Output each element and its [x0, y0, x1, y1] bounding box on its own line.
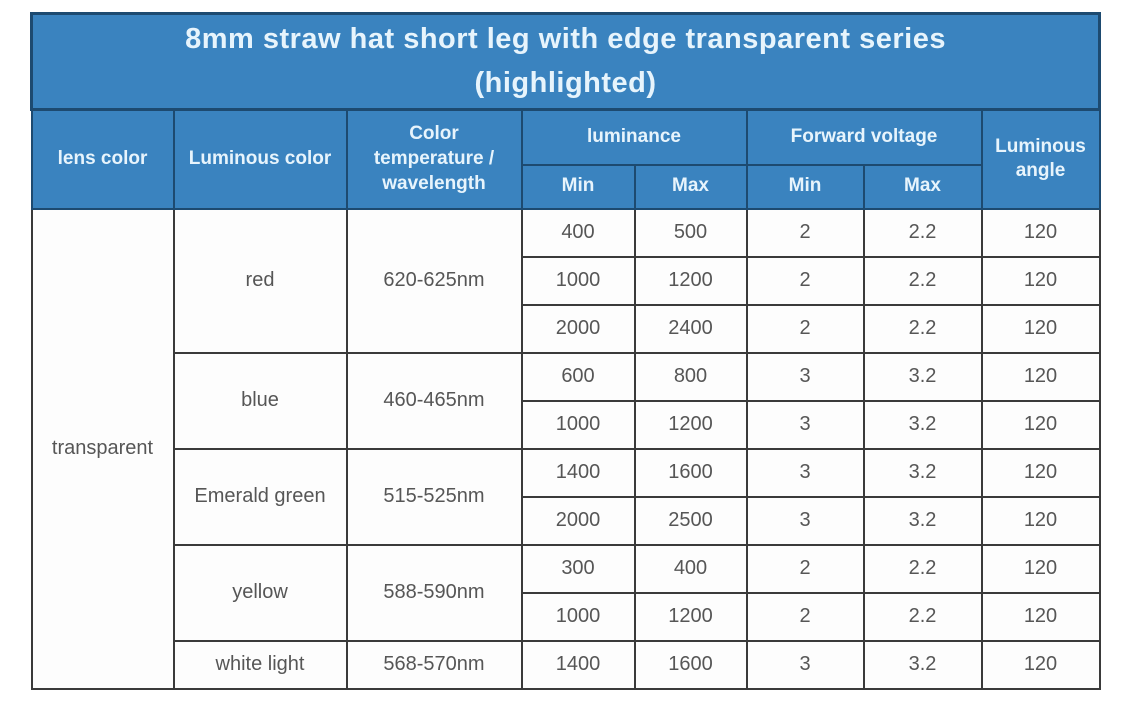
voltage-min-cell: 3 [747, 641, 864, 689]
table-row [32, 545, 1100, 593]
voltage-max-cell: 3.2 [864, 353, 982, 401]
voltage-max-cell: 2.2 [864, 209, 982, 257]
voltage-max-cell: 2.2 [864, 593, 982, 641]
luminous-color-cell: white light [174, 641, 347, 689]
voltage-max-cell: 3.2 [864, 449, 982, 497]
voltage-min-cell: 2 [747, 257, 864, 305]
voltage-min-cell: 2 [747, 593, 864, 641]
table-row [32, 449, 1100, 497]
luminous-angle-cell: 120 [982, 449, 1100, 497]
voltage-max-cell: 2.2 [864, 257, 982, 305]
luminous-angle-cell: 120 [982, 257, 1100, 305]
subheader-luminance-max: Max [635, 165, 747, 209]
voltage-max-cell: 2.2 [864, 545, 982, 593]
luminous-color-cell: yellow [174, 545, 347, 641]
luminance-min-cell: 300 [522, 545, 635, 593]
luminance-max-cell: 1600 [635, 641, 747, 689]
col-header-luminous-angle: Luminous angle [982, 110, 1100, 209]
voltage-min-cell: 2 [747, 305, 864, 353]
luminance-min-cell: 600 [522, 353, 635, 401]
voltage-min-cell: 3 [747, 353, 864, 401]
luminance-max-cell: 2500 [635, 497, 747, 545]
subheader-luminance-min: Min [522, 165, 635, 209]
luminance-min-cell: 1000 [522, 257, 635, 305]
luminance-min-cell: 1400 [522, 641, 635, 689]
luminous-angle-cell: 120 [982, 353, 1100, 401]
luminous-angle-cell: 120 [982, 497, 1100, 545]
luminance-max-cell: 1200 [635, 401, 747, 449]
luminous-angle-cell: 120 [982, 545, 1100, 593]
voltage-min-cell: 2 [747, 545, 864, 593]
luminance-max-cell: 800 [635, 353, 747, 401]
luminous-angle-cell: 120 [982, 641, 1100, 689]
voltage-max-cell: 3.2 [864, 401, 982, 449]
lens-color-cell: transparent [32, 209, 174, 689]
luminance-max-cell: 500 [635, 209, 747, 257]
voltage-max-cell: 3.2 [864, 497, 982, 545]
wavelength-cell: 460-465nm [347, 353, 522, 449]
col-header-forward-voltage: Forward voltage [747, 110, 982, 165]
luminous-angle-cell: 120 [982, 305, 1100, 353]
luminance-max-cell: 400 [635, 545, 747, 593]
table-title-line2: (highlighted) [474, 66, 657, 99]
luminous-angle-cell: 120 [982, 401, 1100, 449]
luminous-angle-cell: 120 [982, 209, 1100, 257]
voltage-min-cell: 3 [747, 401, 864, 449]
wavelength-cell: 620-625nm [347, 209, 522, 353]
luminance-min-cell: 1400 [522, 449, 635, 497]
subheader-voltage-min: Min [747, 165, 864, 209]
voltage-min-cell: 3 [747, 497, 864, 545]
luminous-color-cell: red [174, 209, 347, 353]
luminous-color-cell: blue [174, 353, 347, 449]
spec-table [30, 12, 1101, 690]
luminance-min-cell: 1000 [522, 401, 635, 449]
col-header-color-temperature: Color temperature / wavelength [347, 110, 522, 209]
luminance-min-cell: 400 [522, 209, 635, 257]
voltage-max-cell: 3.2 [864, 641, 982, 689]
table-title [32, 14, 1100, 110]
luminance-max-cell: 1200 [635, 593, 747, 641]
subheader-voltage-max: Max [864, 165, 982, 209]
luminance-max-cell: 1200 [635, 257, 747, 305]
luminance-max-cell: 2400 [635, 305, 747, 353]
col-header-luminance: luminance [522, 110, 747, 165]
table-row [32, 641, 1100, 689]
spec-sheet [30, 12, 1098, 690]
voltage-max-cell: 2.2 [864, 305, 982, 353]
luminous-angle-cell: 120 [982, 593, 1100, 641]
wavelength-cell: 515-525nm [347, 449, 522, 545]
table-row [32, 209, 1100, 257]
wavelength-cell: 568-570nm [347, 641, 522, 689]
luminance-min-cell: 1000 [522, 593, 635, 641]
luminance-max-cell: 1600 [635, 449, 747, 497]
table-row [32, 353, 1100, 401]
luminous-color-cell: Emerald green [174, 449, 347, 545]
wavelength-cell: 588-590nm [347, 545, 522, 641]
col-header-luminous-color: Luminous color [174, 110, 347, 209]
voltage-min-cell: 3 [747, 449, 864, 497]
table-title-line1: 8mm straw hat short leg with edge transparent series [185, 23, 946, 55]
luminance-min-cell: 2000 [522, 305, 635, 353]
luminance-min-cell: 2000 [522, 497, 635, 545]
voltage-min-cell: 2 [747, 209, 864, 257]
col-header-lens-color: lens color [32, 110, 174, 209]
